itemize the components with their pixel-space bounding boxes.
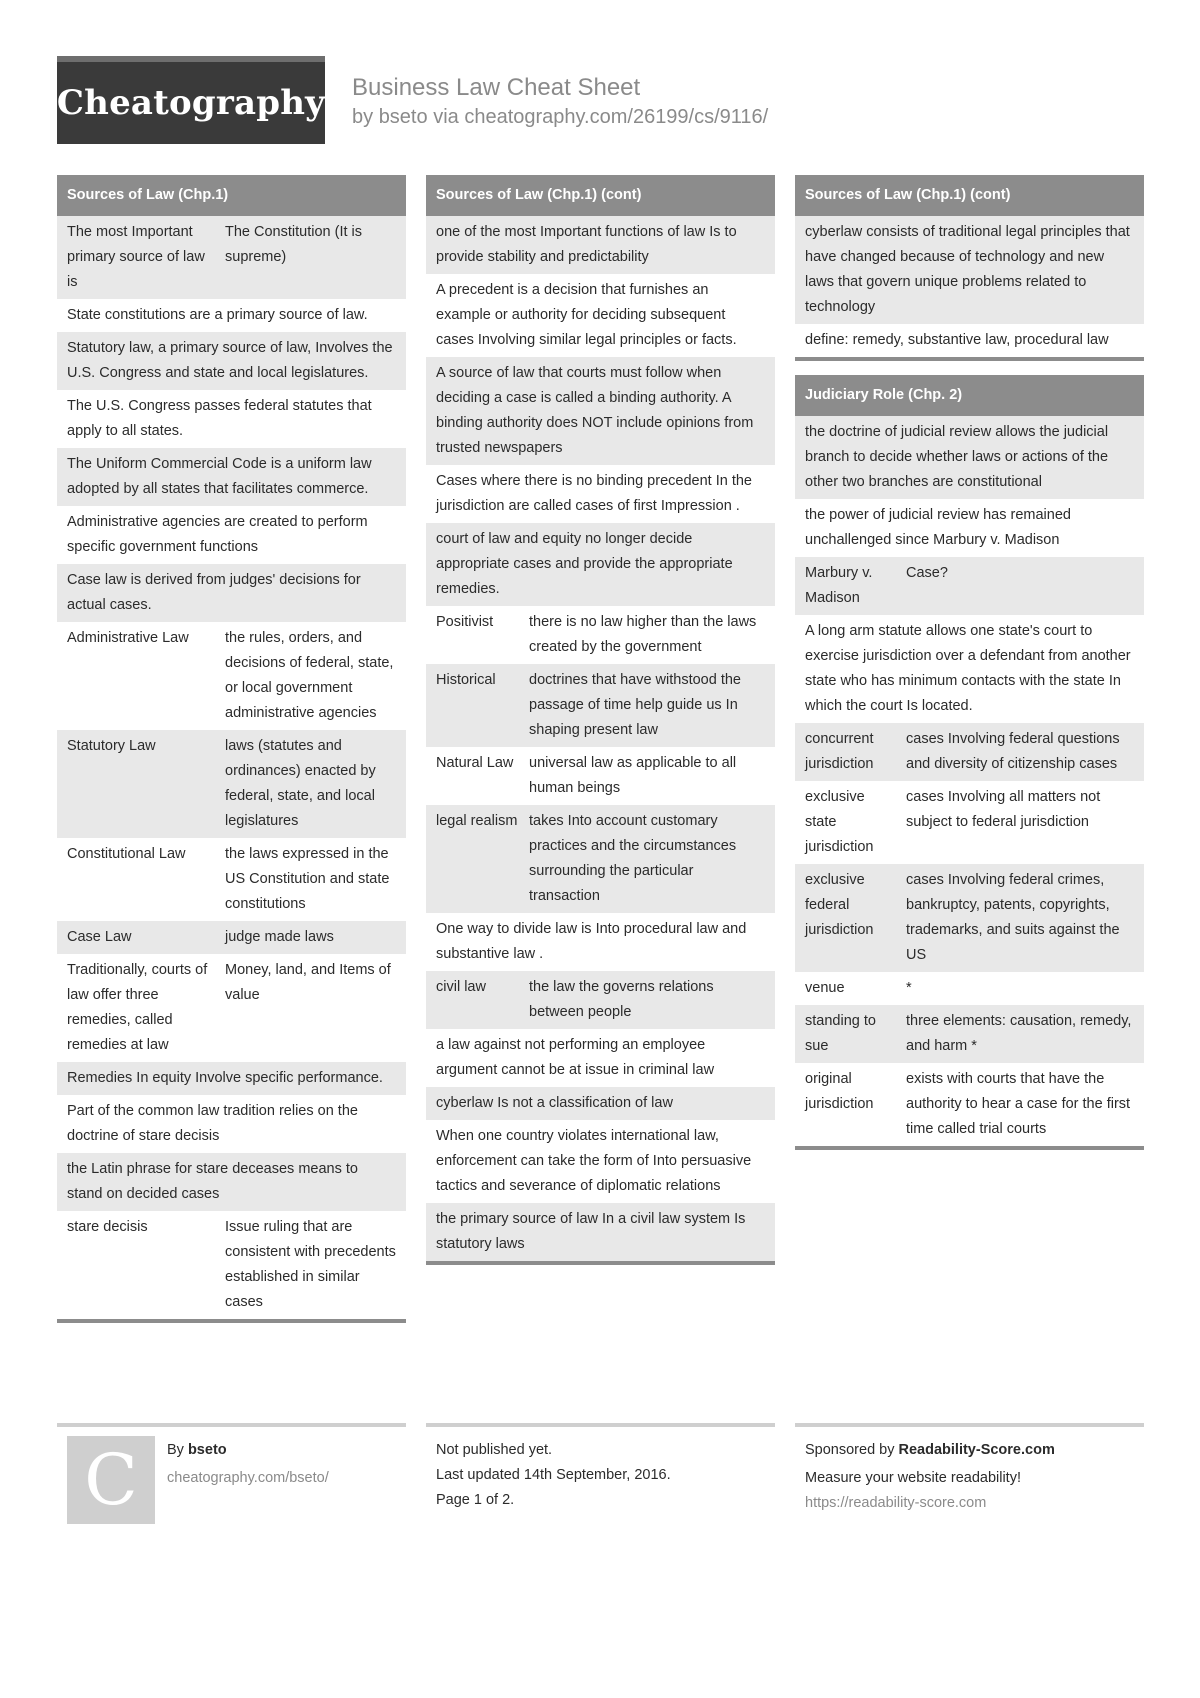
table-row — [57, 921, 406, 954]
table-row: the Latin phrase for stare deceases means to stand on decided cases — [57, 1153, 406, 1211]
row-definition: the laws expressed in the US Constitution and state constitutions — [225, 846, 390, 912]
table-row: The Uniform Commercial Code is a uniform law adopted by all states that facilitates commerce. — [57, 448, 406, 506]
table-row — [426, 805, 775, 913]
row-term: legal realism — [436, 813, 518, 829]
table-row — [57, 622, 406, 730]
row-definition: takes Into account customary practices and the circumstances surrounding the particular transaction — [529, 813, 737, 904]
row-term: Case Law — [67, 929, 132, 945]
column-3 — [795, 175, 1144, 1164]
row-term: Statutory Law — [67, 738, 156, 754]
section-end-bar — [795, 357, 1144, 361]
row-term: civil law — [436, 979, 486, 995]
table-row: When one country violates international law, enforcement can take the form of Into persuasive tactics and severance of diplomatic relations — [436, 1128, 752, 1194]
section-sources-of-law-cont-2 — [795, 175, 1144, 361]
table-row — [795, 1063, 1144, 1146]
table-row: A source of law that courts must follow when deciding a case is called a binding authority. A binding authority does NOT include opinions from trusted newspapers — [426, 357, 775, 465]
row-definition: The Constitution (It is supreme) — [225, 224, 362, 265]
row-definition: the law the governs relations between people — [529, 979, 714, 1020]
table-row — [57, 216, 406, 299]
row-definition: there is no law higher than the laws created by the government — [529, 614, 757, 655]
table-row — [57, 1211, 406, 1319]
table-row: Part of the common law tradition relies on the doctrine of stare decisis — [67, 1103, 358, 1144]
footer-author-url[interactable]: cheatography.com/bseto/ — [167, 1470, 329, 1486]
column-1 — [57, 175, 406, 1337]
author-link[interactable]: bseto — [378, 106, 428, 128]
row-term: venue — [805, 980, 845, 996]
table-row — [426, 606, 775, 664]
table-row — [426, 664, 775, 747]
page-title: Business Law Cheat Sheet — [352, 74, 641, 101]
table-row: A precedent is a decision that furnishes an example or authority for deciding subsequent cases Involving similar legal principles or facts. — [436, 282, 737, 348]
row-term: standing to sue — [805, 1013, 876, 1054]
row-definition: doctrines that have withstood the passage of time help guide us In shaping present law — [529, 672, 741, 738]
row-term: exclusive federal jurisdiction — [805, 872, 874, 938]
table-row: define: remedy, substantive law, procedural law — [805, 332, 1109, 348]
table-row — [57, 730, 406, 838]
section-end-bar — [426, 1261, 775, 1265]
table-row: Administrative agencies are created to perform specific government functions — [67, 514, 368, 555]
section-heading: Judiciary Role (Chp. 2) — [795, 375, 1144, 416]
row-term: Historical — [436, 672, 496, 688]
table-row: the power of judicial review has remained unchallenged since Marbury v. Madison — [805, 507, 1071, 548]
table-row: One way to divide law is Into procedural law and substantive law . — [436, 921, 747, 962]
footer-divider-1 — [57, 1423, 406, 1427]
table-row — [795, 972, 1144, 1005]
table-row — [426, 971, 775, 1029]
table-row — [795, 723, 1144, 781]
row-definition: the rules, orders, and decisions of federal, state, or local government administrative agencies — [225, 630, 394, 721]
sponsor-name[interactable]: Readability-Score.com — [898, 1442, 1055, 1458]
row-term: The most Important primary source of law is — [67, 224, 205, 290]
section-end-bar — [795, 1146, 1144, 1150]
footer-author: By bseto — [167, 1442, 227, 1458]
row-definition: universal law as applicable to all human beings — [529, 755, 737, 796]
last-updated: Last updated 14th September, 2016. — [436, 1467, 671, 1483]
table-row — [795, 557, 1144, 615]
row-term: original jurisdiction — [805, 1071, 874, 1112]
footer-author-name[interactable]: bseto — [187, 1442, 227, 1458]
table-row: A long arm statute allows one state's court to exercise jurisdiction over a defendant from another state who has minimum contacts with the state In which the court Is located. — [805, 623, 1131, 714]
section-sources-of-law — [57, 175, 406, 1323]
page-number: Page 1 of 2. — [436, 1492, 515, 1508]
table-row — [57, 954, 406, 1062]
row-term: Constitutional Law — [67, 846, 186, 862]
section-heading: Sources of Law (Chp.1) — [57, 175, 406, 216]
row-definition: exists with courts that have the authority to hear a case for the first time called trial courts — [906, 1071, 1131, 1137]
table-row: cyberlaw Is not a classification of law — [426, 1087, 775, 1120]
table-row — [57, 838, 406, 921]
byline: by bseto via cheatography.com/26199/cs/9116/ — [352, 106, 769, 128]
row-definition: cases Involving federal crimes, bankruptcy, patents, copyrights, trademarks, and suits against the US — [906, 872, 1120, 963]
table-row: Cases where there is no binding precedent In the jurisdiction are called cases of first Impression . — [436, 473, 752, 514]
table-row: cyberlaw consists of traditional legal principles that have changed because of technology and new laws that govern unique problems related to technology — [795, 216, 1144, 324]
section-heading: Sources of Law (Chp.1) (cont) — [795, 175, 1144, 216]
row-definition: cases Involving federal questions and diversity of citizenship cases — [906, 731, 1120, 772]
row-term: Traditionally, courts of law offer three remedies, called remedies at law — [67, 962, 208, 1053]
sponsor-tagline: Measure your website readability! — [805, 1470, 1021, 1486]
publish-status: Not published yet. — [436, 1442, 553, 1458]
row-definition: three elements: causation, remedy, and harm * — [906, 1013, 1132, 1054]
table-row: Remedies In equity Involve specific performance. — [57, 1062, 406, 1095]
author-avatar: C — [67, 1436, 155, 1524]
section-judiciary-role — [795, 375, 1144, 1150]
row-definition: Money, land, and Items of value — [225, 962, 391, 1003]
table-row — [795, 864, 1144, 972]
table-row — [426, 747, 775, 805]
row-definition: laws (statutes and ordinances) enacted by federal, state, and local legislatures — [225, 738, 376, 829]
table-row: one of the most Important functions of law Is to provide stability and predictability — [426, 216, 775, 274]
row-term: stare decisis — [67, 1219, 148, 1235]
row-term: Marbury v. Madison — [805, 565, 873, 606]
table-row — [795, 781, 1144, 864]
table-row — [795, 1005, 1144, 1063]
sponsor-line: Sponsored by Readability-Score.com — [805, 1442, 1055, 1458]
footer-divider-2 — [426, 1423, 775, 1427]
table-row: The U.S. Congress passes federal statutes that apply to all states. — [67, 398, 372, 439]
row-definition: Case? — [906, 565, 948, 581]
section-heading: Sources of Law (Chp.1) (cont) — [426, 175, 775, 216]
row-definition: cases Involving all matters not subject to federal jurisdiction — [906, 789, 1101, 830]
column-2 — [426, 175, 775, 1279]
row-definition: Issue ruling that are consistent with precedents established in similar cases — [225, 1219, 396, 1310]
sheet-url-link[interactable]: cheatography.com/26199/cs/9116/ — [464, 106, 769, 128]
table-row: State constitutions are a primary source of law. — [67, 307, 368, 323]
row-term: Administrative Law — [67, 630, 189, 646]
table-row: the doctrine of judicial review allows the judicial branch to decide whether laws or actions of the other two branches are constitutional — [795, 416, 1144, 499]
sponsor-url[interactable]: https://readability-score.com — [805, 1495, 987, 1511]
table-row: the primary source of law In a civil law system Is statutory laws — [426, 1203, 775, 1261]
row-term: Natural Law — [436, 755, 514, 771]
table-row: Statutory law, a primary source of law, Involves the U.S. Congress and state and local legislatures. — [57, 332, 406, 390]
cheatography-logo[interactable]: Cheatography — [57, 56, 325, 144]
row-definition: judge made laws — [225, 929, 334, 945]
table-row: a law against not performing an employee argument cannot be at issue in criminal law — [436, 1037, 715, 1078]
table-row: court of law and equity no longer decide appropriate cases and provide the appropriate remedies. — [426, 523, 775, 606]
row-definition: * — [906, 980, 912, 996]
row-term: Positivist — [436, 614, 494, 630]
footer-divider-3 — [795, 1423, 1144, 1427]
row-term: concurrent jurisdiction — [805, 731, 874, 772]
section-sources-of-law-cont — [426, 175, 775, 1265]
section-end-bar — [57, 1319, 406, 1323]
row-term: exclusive state jurisdiction — [805, 789, 874, 855]
table-row: Case law is derived from judges' decisions for actual cases. — [57, 564, 406, 622]
